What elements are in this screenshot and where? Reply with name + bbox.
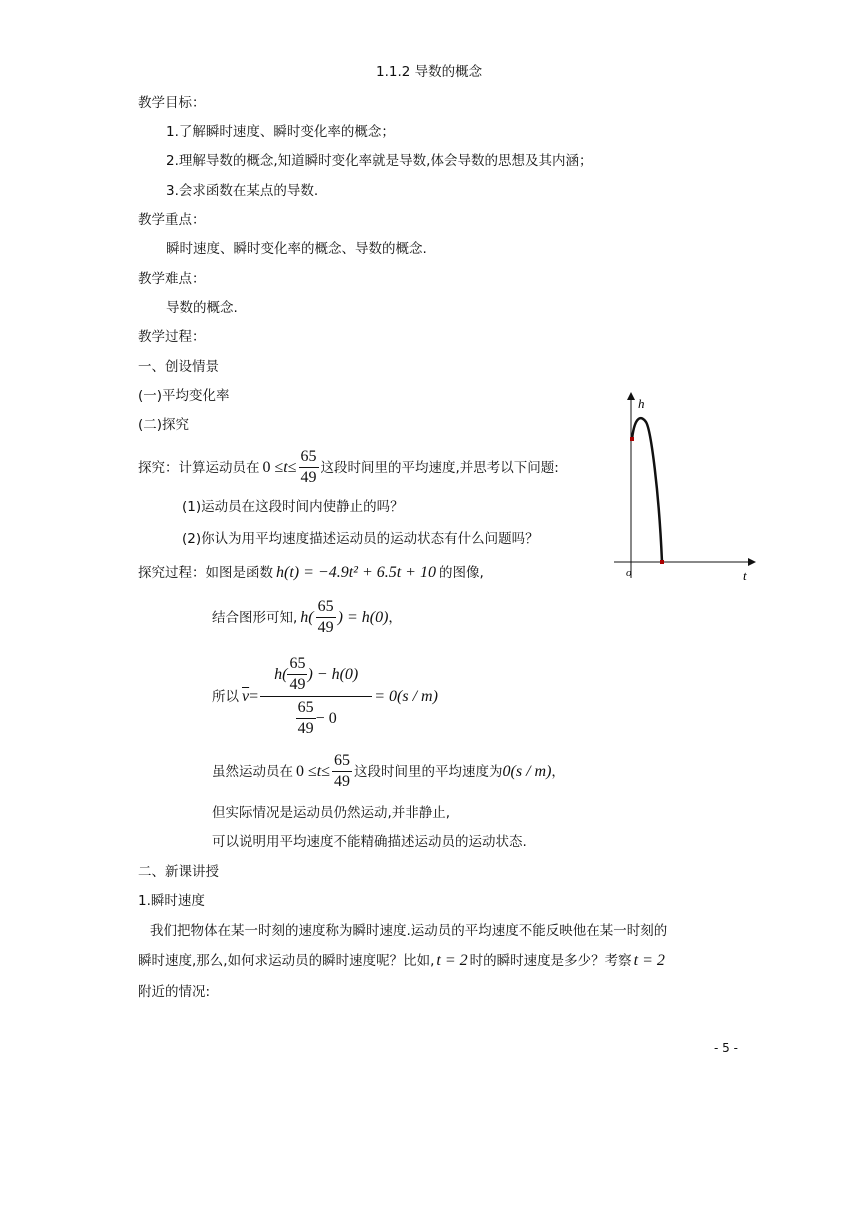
- fraction-numerator: 65: [316, 598, 336, 618]
- velocity-result: = 0(s / m): [374, 687, 438, 705]
- var-t: t: [283, 458, 288, 476]
- but-line: 但实际情况是运动员仍然运动,并非静止,: [212, 805, 451, 821]
- sub-heading-avg-rate: (一)平均变化率: [138, 388, 230, 404]
- explore-line: [138, 448, 559, 487]
- ineq-mid: ≤: [321, 762, 331, 780]
- origin-label: o: [626, 567, 632, 579]
- fraction-denominator: 49: [334, 773, 351, 790]
- v-bar: $\overline{v}$: [242, 687, 250, 705]
- fraction-denominator: 49: [289, 676, 306, 693]
- process-prefix: 探究过程：如图是函数: [138, 565, 273, 581]
- combine-tail: ，: [388, 609, 402, 626]
- combine-rhs: ) = h(0): [337, 608, 389, 626]
- fraction-numerator: 65: [332, 752, 352, 772]
- top-h: h(: [274, 665, 288, 683]
- bot-rest: − 0: [315, 709, 337, 727]
- process-heading: 教学过程：: [138, 329, 206, 345]
- velocity-fraction: [260, 655, 372, 738]
- x-axis-label: t: [743, 568, 747, 582]
- page-title: 1.1.2 导数的概念: [376, 64, 483, 80]
- section2-heading: 二、新课讲授: [138, 864, 219, 880]
- paragraph-line-1: 我们把物体在某一时刻的速度称为瞬时速度.运动员的平均速度不能反映他在某一时刻的: [150, 923, 668, 939]
- ineq-left: 0 ≤: [262, 458, 284, 476]
- difficulties-text: 导数的概念.: [166, 300, 238, 316]
- paragraph-line-2: [138, 951, 665, 971]
- para-2a: 瞬时速度,那么,如何求运动员的瞬时速度呢？比如,: [138, 953, 435, 969]
- teaching-goals-heading: 教学目标：: [138, 95, 206, 111]
- although-value: 0(s / m): [502, 762, 552, 780]
- although-mid: 这段时间里的平均速度为: [354, 763, 503, 780]
- explore-prefix: 探究：计算运动员在: [138, 459, 260, 476]
- difficulties-heading: 教学难点：: [138, 271, 206, 287]
- fraction-numerator: 65: [296, 699, 316, 719]
- t-eq-2: t = 2: [436, 952, 468, 969]
- although-prefix: 虽然运动员在: [212, 763, 293, 780]
- function-graph: [614, 392, 764, 582]
- explore-suffix: 这段时间里的平均速度,并思考以下问题:: [320, 459, 559, 476]
- fraction-denominator: 49: [317, 619, 334, 636]
- sub-heading-explore: (二)探究: [138, 417, 190, 433]
- velocity-numerator: [260, 655, 372, 697]
- start-point-marker: [630, 437, 634, 441]
- conclude-line: 可以说明用平均速度不能精确描述运动员的运动状态.: [212, 834, 527, 850]
- top-rest: ) − h(0): [307, 665, 359, 683]
- fraction-65-49: [287, 655, 307, 694]
- t-eq-2: t = 2: [633, 952, 665, 969]
- key-points-text: 瞬时速度、瞬时变化率的概念、导数的概念.: [166, 241, 427, 257]
- goal-item: 3.会求函数在某点的导数.: [166, 183, 319, 199]
- section1-heading: 一、创设情景: [138, 359, 219, 375]
- key-points-heading: 教学重点：: [138, 212, 206, 228]
- velocity-denominator: [294, 697, 339, 738]
- function-formula: h(t) = −4.9t² + 6.5t + 10: [276, 564, 436, 581]
- equals-sign: =: [249, 687, 259, 705]
- question-2: (2)你认为用平均速度描述运动员的运动状态有什么问题吗？: [182, 531, 539, 547]
- combine-line: [212, 598, 402, 637]
- page-number: - 5 -: [714, 1041, 738, 1055]
- parabola-curve: [632, 418, 662, 562]
- fraction-numerator: 65: [287, 655, 307, 675]
- fraction-65-49: [299, 448, 319, 487]
- y-axis-label: h: [638, 396, 645, 411]
- fraction-numerator: 65: [299, 448, 319, 468]
- fraction-65-49: [332, 752, 352, 791]
- average-velocity-line: [212, 655, 438, 738]
- ineq-left: 0 ≤: [296, 762, 317, 780]
- fraction-denominator: 49: [297, 720, 314, 737]
- fraction-denominator: 49: [300, 469, 317, 486]
- question-1: (1)运动员在这段时间内使静止的吗？: [182, 499, 404, 515]
- var-t: t: [316, 762, 322, 780]
- fraction-65-49: [316, 598, 336, 637]
- sub-heading-instant-velocity: 1.瞬时速度: [138, 893, 205, 909]
- paragraph-line-3: 附近的情况:: [138, 984, 211, 1000]
- goal-item: 2.理解导数的概念,知道瞬时变化率就是导数,体会导数的思想及其内涵；: [166, 153, 593, 169]
- para-2b: 时的瞬时速度是多少？考察: [469, 953, 632, 969]
- combine-prefix: 结合图形可知,: [212, 609, 298, 626]
- sothat-prefix: 所以: [212, 688, 239, 705]
- process-line: [138, 563, 484, 583]
- fraction-65-49: [296, 699, 316, 738]
- combine-lhs: h(: [300, 608, 314, 626]
- although-line: [212, 752, 565, 791]
- process-suffix: 的图像,: [438, 565, 484, 581]
- goal-item: 1.了解瞬时速度、瞬时变化率的概念；: [166, 124, 395, 140]
- ineq-mid: ≤: [287, 458, 297, 476]
- although-tail: ，: [551, 763, 565, 780]
- end-point-marker: [660, 560, 664, 564]
